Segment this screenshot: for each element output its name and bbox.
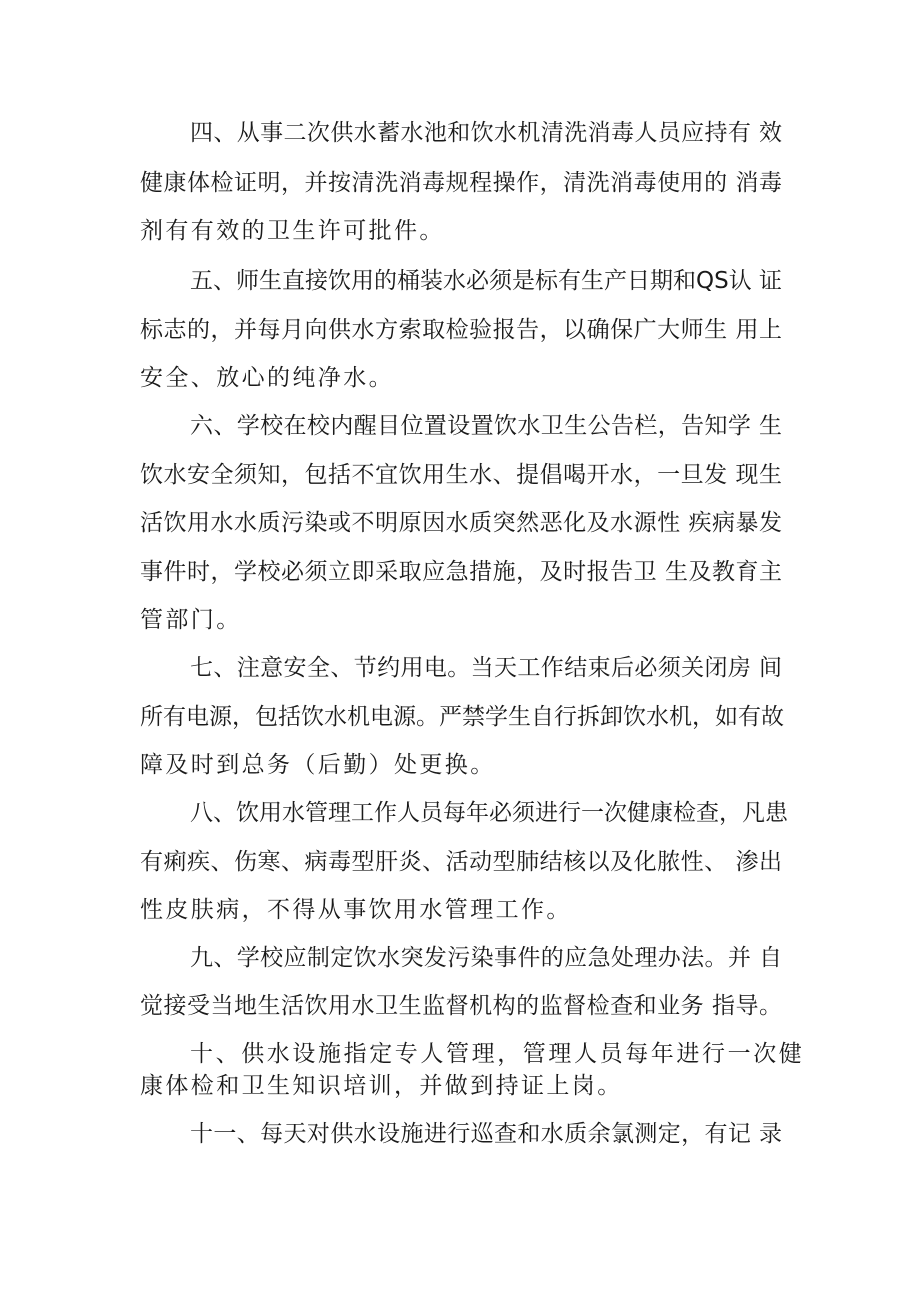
paragraph-6-line-1: 六、学校在校内醒目位置设置饮水卫生公告栏，告知学 生	[190, 413, 782, 439]
paragraph-6-line-4: 事件时，学校必须立即采取应急措施，及时报告卫 生及教育主	[140, 559, 782, 585]
paragraph-11-line-1: 十一、每天对供水设施进行巡查和水质余氯测定，有记 录	[190, 1121, 782, 1147]
paragraph-8-line-3: 性皮肤病，不得从事饮用水管理工作。	[140, 897, 572, 923]
paragraph-8-line-2: 有痢疾、伤寒、病毒型肝炎、活动型肺结核以及化脓性、 渗出	[140, 849, 782, 875]
paragraph-4-line-3: 剂有有效的卫生许可批件。	[140, 218, 445, 244]
paragraph-6-line-5: 管部门。	[140, 607, 242, 633]
paragraph-9-line-1: 九、学校应制定饮水突发污染事件的应急处理办法。并 自	[190, 945, 782, 971]
paragraph-10-line-2: 康体检和卫生知识培训，并做到持证上岗。	[140, 1073, 623, 1099]
paragraph-6-line-3: 活饮用水水质污染或不明原因水质突然恶化及水源性 疾病暴发	[140, 510, 782, 536]
paragraph-5-line-3: 安全、放心的纯净水。	[140, 365, 394, 391]
paragraph-7-line-1: 七、注意安全、节约用电。当天工作结束后必须关闭房 间	[190, 655, 782, 681]
paragraph-6-line-2: 饮水安全须知，包括不宜饮用生水、提倡喝开水，一旦发 现生	[140, 462, 782, 488]
paragraph-4-line-2: 健康体检证明，并按清洗消毒规程操作，清洗消毒使用的 消毒	[140, 170, 782, 196]
paragraph-10-line-1: 十、供水设施指定专人管理，管理人员每年进行一次健	[190, 1041, 805, 1067]
paragraph-8-line-1: 八、饮用水管理工作人员每年必须进行一次健康检查，凡患	[190, 800, 788, 826]
paragraph-4-line-1: 四、从事二次供水蓄水池和饮水机清洗消毒人员应持有 效	[190, 120, 782, 146]
paragraph-9-line-2: 觉接受当地生活饮用水卫生监督机构的监督检查和业务 指导。	[140, 993, 782, 1019]
paragraph-7-line-2: 所有电源，包括饮水机电源。严禁学生自行拆卸饮水机，如有故	[140, 704, 784, 730]
paragraph-7-line-3: 障及时到总务（后勤）处更换。	[140, 752, 496, 778]
paragraph-5-line-1: 五、师生直接饮用的桶装水必须是标有生产日期和QS认 证	[190, 268, 783, 294]
paragraph-5-line-2: 标志的，并每月向供水方索取检验报告，以确保广大师生 用上	[140, 317, 782, 343]
